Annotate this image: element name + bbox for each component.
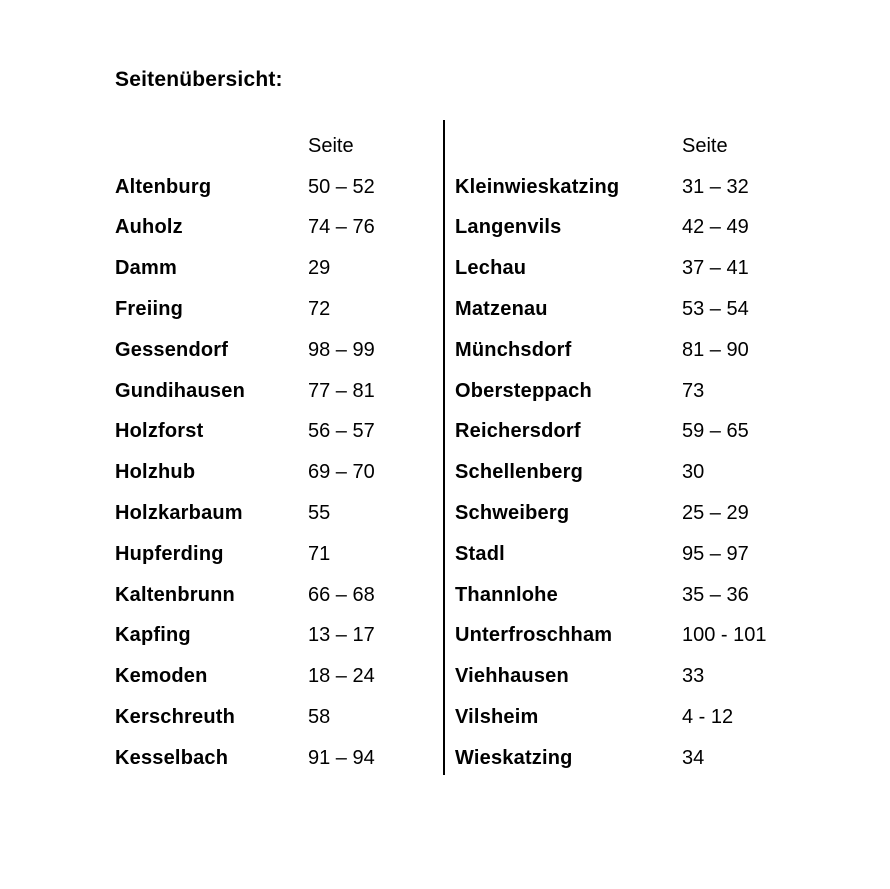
page-range: 53 – 54 — [682, 298, 749, 321]
page-range: 56 – 57 — [308, 420, 375, 443]
index-row — [455, 330, 767, 371]
index-row — [115, 289, 375, 330]
page-range: 66 – 68 — [308, 583, 375, 606]
index-row — [455, 289, 767, 330]
page-range: 73 — [682, 379, 705, 402]
index-row — [455, 493, 767, 534]
index-row — [115, 208, 375, 249]
page-range: 4 - 12 — [682, 706, 734, 729]
place-name: Obersteppach — [455, 379, 592, 402]
index-row — [455, 452, 767, 493]
page-range: 58 — [308, 706, 331, 729]
place-name: Kesselbach — [115, 746, 229, 769]
column-header-row — [115, 126, 375, 167]
page-range: 34 — [682, 746, 705, 769]
index-row — [455, 575, 767, 616]
index-row — [115, 738, 375, 779]
page-range: 55 — [308, 502, 331, 525]
place-name: Holzforst — [115, 420, 204, 443]
index-row — [455, 208, 767, 249]
index-row — [455, 616, 767, 657]
index-row — [455, 371, 767, 412]
page-range: 25 – 29 — [682, 502, 749, 525]
page-range: 13 – 17 — [308, 624, 375, 647]
page-range: 98 – 99 — [308, 338, 375, 361]
place-name: Holzhub — [115, 461, 196, 484]
index-row — [115, 697, 375, 738]
page-range: 95 – 97 — [682, 542, 749, 565]
index-row — [455, 248, 767, 289]
page-range: 91 – 94 — [308, 746, 375, 769]
place-name: Unterfroschham — [455, 624, 613, 647]
index-row — [115, 452, 375, 493]
place-name: Lechau — [455, 257, 527, 280]
place-name: Schellenberg — [455, 461, 583, 484]
place-name: Wieskatzing — [455, 746, 573, 769]
page-range: 71 — [308, 542, 331, 565]
index-row — [455, 412, 767, 453]
place-name: Freiing — [115, 298, 184, 321]
page-range: 59 – 65 — [682, 420, 749, 443]
page-range: 50 – 52 — [308, 175, 375, 198]
place-name: Kapfing — [115, 624, 191, 647]
place-name: Münchsdorf — [455, 338, 572, 361]
place-name: Kerschreuth — [115, 706, 236, 729]
page-range: 33 — [682, 665, 705, 688]
index-row — [455, 697, 767, 738]
place-name: Viehhausen — [455, 665, 569, 688]
seite-column-header: Seite — [308, 134, 354, 157]
index-row — [455, 738, 767, 779]
place-name: Matzenau — [455, 298, 548, 321]
page-range: 31 – 32 — [682, 175, 749, 198]
page-range: 74 – 76 — [308, 216, 375, 239]
place-name: Stadl — [455, 542, 505, 565]
index-row — [115, 575, 375, 616]
index-rows-right — [455, 167, 767, 779]
page-range: 35 – 36 — [682, 583, 749, 606]
place-name: Hupferding — [115, 542, 224, 565]
place-name: Gundihausen — [115, 379, 245, 402]
index-row — [115, 616, 375, 657]
page-range: 30 — [682, 461, 705, 484]
place-name: Holzkarbaum — [115, 502, 243, 525]
page-range: 72 — [308, 298, 331, 321]
index-column-left — [115, 126, 375, 779]
index-row — [455, 656, 767, 697]
column-divider-line — [443, 120, 445, 775]
page-range: 37 – 41 — [682, 257, 749, 280]
place-name: Gessendorf — [115, 338, 229, 361]
page-title: Seitenübersicht: — [115, 68, 283, 91]
index-row — [455, 534, 767, 575]
place-name: Kaltenbrunn — [115, 583, 235, 606]
page-range: 100 - 101 — [682, 624, 767, 647]
place-name: Kemoden — [115, 665, 208, 688]
page-range: 42 – 49 — [682, 216, 749, 239]
place-name: Thannlohe — [455, 583, 558, 606]
index-row — [115, 167, 375, 208]
seite-column-header: Seite — [682, 134, 728, 157]
place-name: Schweiberg — [455, 502, 570, 525]
column-header-row — [455, 126, 767, 167]
index-row — [115, 493, 375, 534]
index-row — [115, 330, 375, 371]
index-row — [455, 167, 767, 208]
index-row — [115, 534, 375, 575]
place-name: Altenburg — [115, 175, 212, 198]
index-column-right — [455, 126, 767, 779]
page-range: 77 – 81 — [308, 379, 375, 402]
index-row — [115, 371, 375, 412]
place-name: Damm — [115, 257, 177, 280]
place-name: Vilsheim — [455, 706, 539, 729]
index-rows-left — [115, 167, 375, 779]
place-name: Langenvils — [455, 216, 562, 239]
page-range: 18 – 24 — [308, 665, 375, 688]
place-name: Kleinwieskatzing — [455, 175, 620, 198]
page-range: 29 — [308, 257, 331, 280]
page-range: 81 – 90 — [682, 338, 749, 361]
index-row — [115, 412, 375, 453]
place-name: Auholz — [115, 216, 183, 239]
place-name: Reichersdorf — [455, 420, 581, 443]
page-range: 69 – 70 — [308, 461, 375, 484]
index-row — [115, 248, 375, 289]
index-row — [115, 656, 375, 697]
